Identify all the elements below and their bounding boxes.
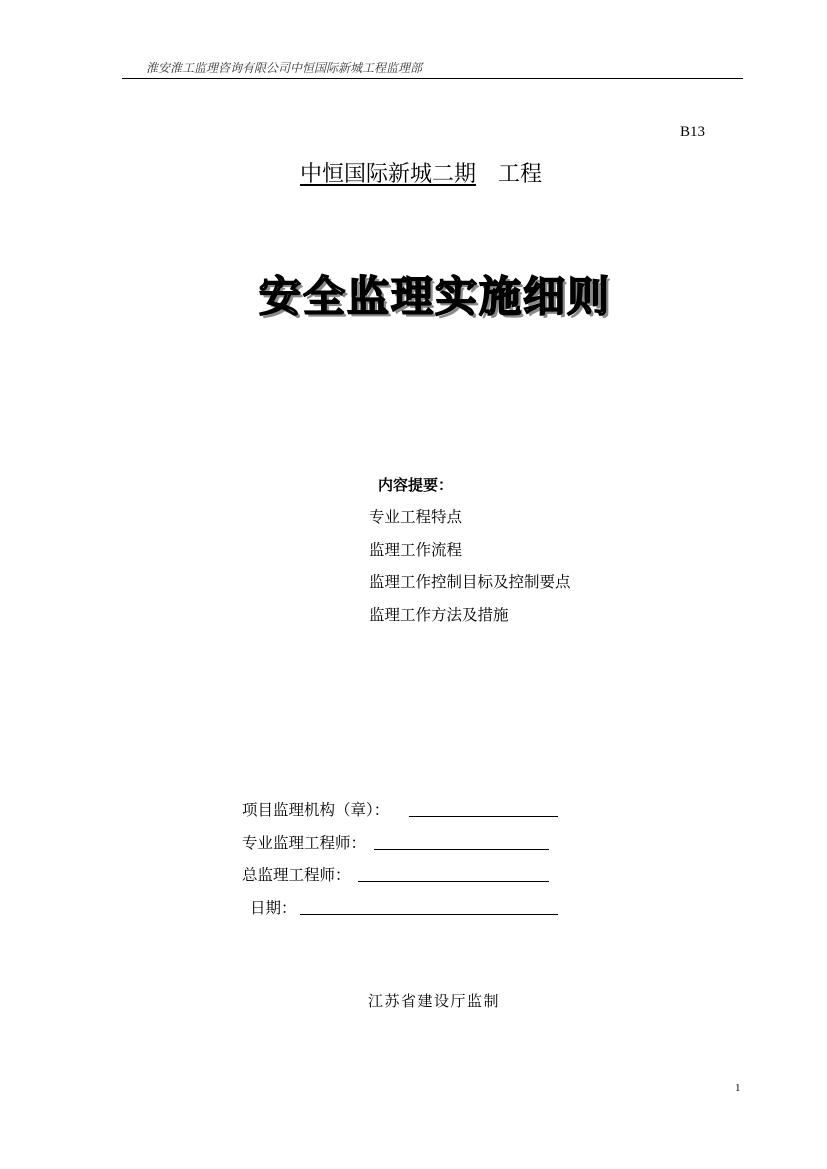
document-title: 安全监理实施细则 — [258, 272, 611, 321]
project-name: 中恒国际新城二期 — [300, 162, 477, 187]
date-label: 日期： — [250, 899, 297, 917]
organization-signature-line[interactable] — [409, 816, 558, 817]
specialist-engineer-label: 专业监理工程师： — [242, 834, 367, 852]
project-suffix: 工程 — [498, 162, 543, 187]
form-code: B13 — [680, 124, 706, 140]
summary-heading: 内容提要： — [378, 476, 454, 494]
organization-label: 项目监理机构（章）： — [242, 801, 390, 819]
specialist-signature-row — [242, 832, 562, 854]
summary-item: 监理工作方法及措施 — [369, 605, 509, 624]
summary-item: 监理工作控制目标及控制要点 — [369, 573, 571, 591]
header-divider — [122, 78, 743, 79]
organization-signature-row — [242, 799, 562, 821]
chief-signature-row — [242, 864, 562, 886]
specialist-signature-line[interactable] — [374, 849, 549, 850]
summary-list — [369, 506, 571, 636]
issuer-text: 江苏省建设厅监制 — [368, 992, 501, 1010]
page-number: 1 — [735, 1082, 741, 1094]
summary-item: 专业工程特点 — [369, 508, 463, 526]
header-company-name: 淮安淮工监理咨询有限公司中恒国际新城工程监理部 — [146, 61, 423, 75]
date-row — [250, 897, 562, 919]
chief-signature-line[interactable] — [358, 881, 549, 882]
summary-item: 监理工作流程 — [369, 540, 463, 559]
project-title-line — [300, 160, 542, 190]
chief-engineer-label: 总监理工程师： — [242, 866, 351, 884]
date-line[interactable] — [300, 914, 558, 915]
